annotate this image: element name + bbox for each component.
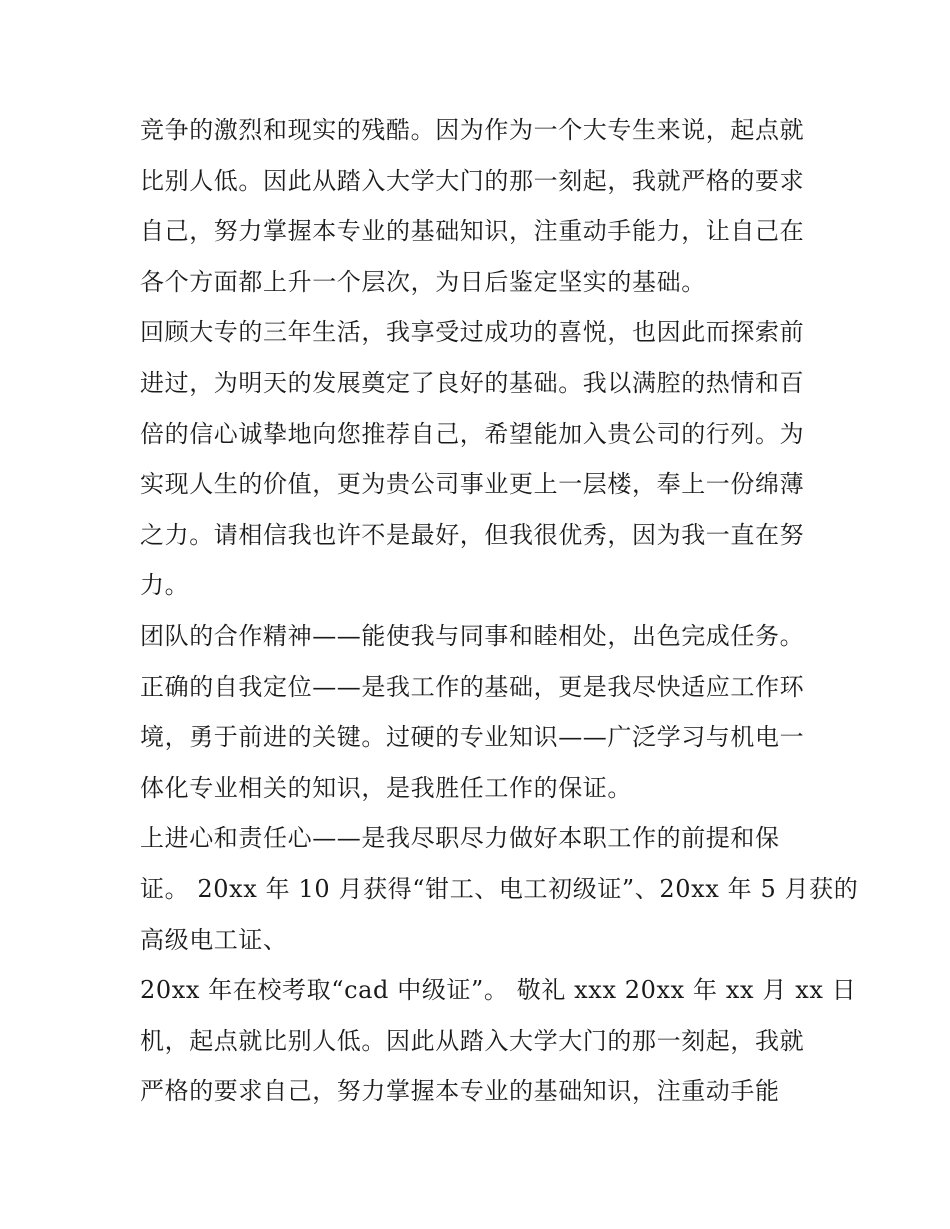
text-line: 比别人低。因此从踏入大学大门的那一刻起，我就严格的要求 bbox=[140, 166, 805, 195]
text-line: 各个方面都上升一个层次，为日后鉴定坚实的基础。 bbox=[140, 267, 706, 296]
text-line: 体化专业相关的知识，是我胜任工作的保证。 bbox=[140, 773, 632, 802]
text-line: 竞争的激烈和现实的残酷。因为作为一个大专生来说，起点就 bbox=[140, 116, 805, 144]
text-line: 上进心和责任心——是我尽职尽力做好本职工作的前提和保 bbox=[140, 824, 780, 853]
text-line: 20xx 年在校考取“cad 中级证”。 敬礼 xxx 20xx 年 xx 月 xx 日 bbox=[140, 976, 857, 1005]
text-line: 境，勇于前进的关键。过硬的专业知识——广泛学习与机电一 bbox=[140, 723, 805, 752]
text-line: 进过，为明天的发展奠定了良好的基础。我以满腔的热情和百 bbox=[140, 368, 805, 397]
text-line: 倍的信心诚挚地向您推荐自己，希望能加入贵公司的行列。为 bbox=[140, 419, 805, 448]
text-line: 实现人生的价值，更为贵公司事业更上一层楼，奉上一份绵薄 bbox=[140, 470, 805, 499]
document-body bbox=[140, 105, 859, 1117]
text-line: 证。 20xx 年 10 月获得“钳工、电工初级证”、20xx 年 5 月获的 bbox=[140, 874, 859, 903]
text-line: 团队的合作精神——能使我与同事和睦相处，出色完成任务。 bbox=[140, 621, 805, 650]
text-line: 力。 bbox=[140, 571, 190, 600]
text-line: 高级电工证、 bbox=[140, 925, 288, 954]
text-line: 之力。请相信我也许不是最好，但我很优秀，因为我一直在努 bbox=[140, 520, 805, 549]
text-line: 回顾大专的三年生活，我享受过成功的喜悦，也因此而探索前 bbox=[140, 318, 805, 347]
text-line: 自己，努力掌握本专业的基础知识，注重动手能力，让自己在 bbox=[140, 217, 805, 246]
text-line: 严格的要求自己，努力掌握本专业的基础知识，注重动手能 bbox=[140, 1077, 780, 1106]
text-line: 机，起点就比别人低。因此从踏入大学大门的那一刻起，我就 bbox=[140, 1026, 805, 1055]
text-line: 正确的自我定位——是我工作的基础，更是我尽快适应工作环 bbox=[140, 672, 805, 701]
